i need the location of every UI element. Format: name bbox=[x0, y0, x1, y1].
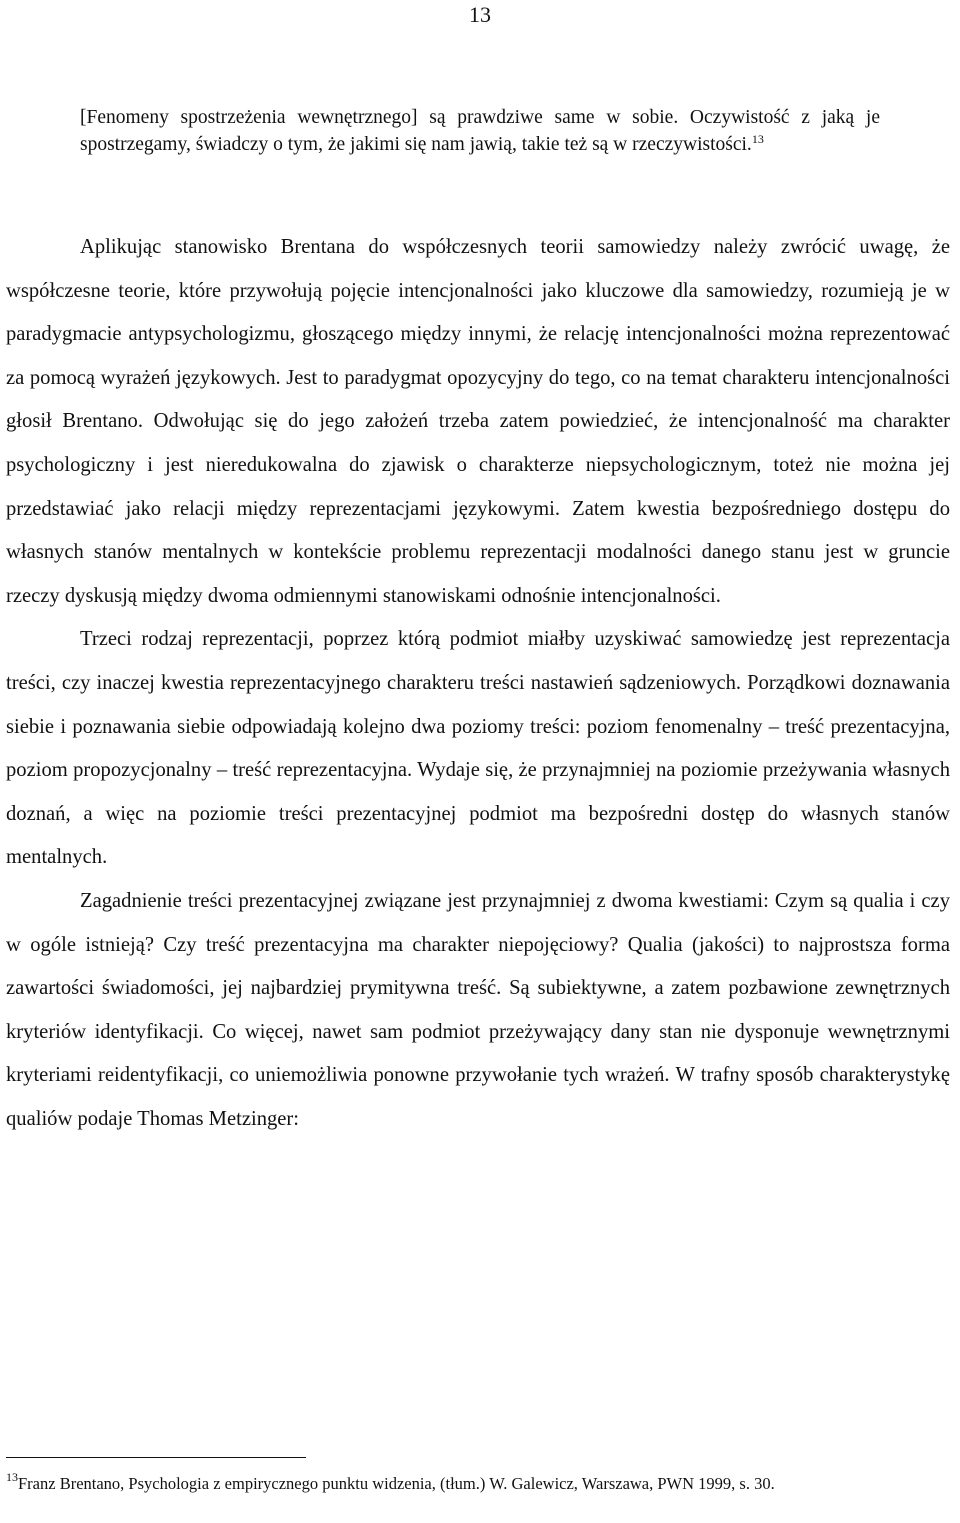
footnote-text: Franz Brentano, Psychologia z empirycznego punktu widzenia, (tłum.) W. Galewicz, Warszawa, PWN 1999, s. 30. bbox=[18, 1474, 775, 1493]
footnote-divider bbox=[6, 1457, 306, 1458]
footnote bbox=[6, 1470, 956, 1497]
footnote-marker: 13 bbox=[6, 1470, 18, 1484]
body-text bbox=[6, 226, 950, 1141]
footnote-reference[interactable]: 13 bbox=[751, 132, 764, 146]
page-number: 13 bbox=[469, 2, 491, 27]
paragraph-2: Trzeci rodzaj reprezentacji, poprzez którą podmiot miałby uzyskiwać samowiedzę jest reprezentacja treści, czy inaczej kwestia reprezentacyjnego charakteru treści nastawień sądzeniowych. Porządkowi doznawania siebie i poznawania siebie odpowiadają kolejno dwa poziomy treści: poziom fenomenalny – treść prezentacyjna, poziom propozycjonalny – treść reprezentacyjna. Wydaje się, że przynajmniej na poziomie przeżywania własnych doznań, a więc na poziomie treści prezentacyjnej podmiot ma bezpośredni dostęp do własnych stanów mentalnych. bbox=[6, 628, 950, 869]
block-quote bbox=[80, 104, 880, 158]
paragraph-1: Aplikując stanowisko Brentana do współczesnych teorii samowiedzy należy zwrócić uwagę, że współczesne teorie, które przywołują pojęcie intencjonalności jako kluczowe dla samowiedzy, rozumieją je w paradygmacie antypsychologizmu, głoszącego między innymi, że relację intencjonalności można reprezentować za pomocą wyrażeń językowych. Jest to paradygmat opozycyjny do tego, co na temat charakteru intencjonalności głosił Brentano. Odwołując się do jego założeń trzeba zatem powiedzieć, że intencjonalność ma charakter psychologiczny i jest nieredukowalna do zjawisk o charakterze niepsychologicznym, toteż nie można jej przedstawiać jako relacji między reprezentacjami językowymi. Zatem kwestia bezpośredniego dostępu do własnych stanów mentalnych w kontekście problemu reprezentacji modalności danego stanu jest w gruncie rzeczy dyskusją między dwoma odmiennymi stanowiskami odnośnie intencjonalności. bbox=[6, 236, 950, 607]
quote-text: [Fenomeny spostrzeżenia wewnętrznego] są prawdziwe same w sobie. Oczywistość z jaką je spostrzegamy, świadczy o tym, że jakimi się nam jawią, takie też są w rzeczywistości. bbox=[80, 107, 880, 155]
paragraph-3: Zagadnienie treści prezentacyjnej związane jest przynajmniej z dwoma kwestiami: Czym są qualia i czy w ogóle istnieją? Czy treść prezentacyjna ma charakter niepojęciowy? Qualia (jakości) to najprostsza forma zawartości świadomości, jej najbardziej prymitywna treść. Są subiektywne, a zatem pozbawione zewnętrznych kryteriów identyfikacji. Co więcej, nawet sam podmiot przeżywający dany stan nie dysponuje wewnętrznymi kryteriami reidentyfikacji, co uniemożliwia ponowne przywołanie tych wrażeń. W trafny sposób charakterystykę qualiów podaje Thomas Metzinger: bbox=[6, 889, 950, 1130]
